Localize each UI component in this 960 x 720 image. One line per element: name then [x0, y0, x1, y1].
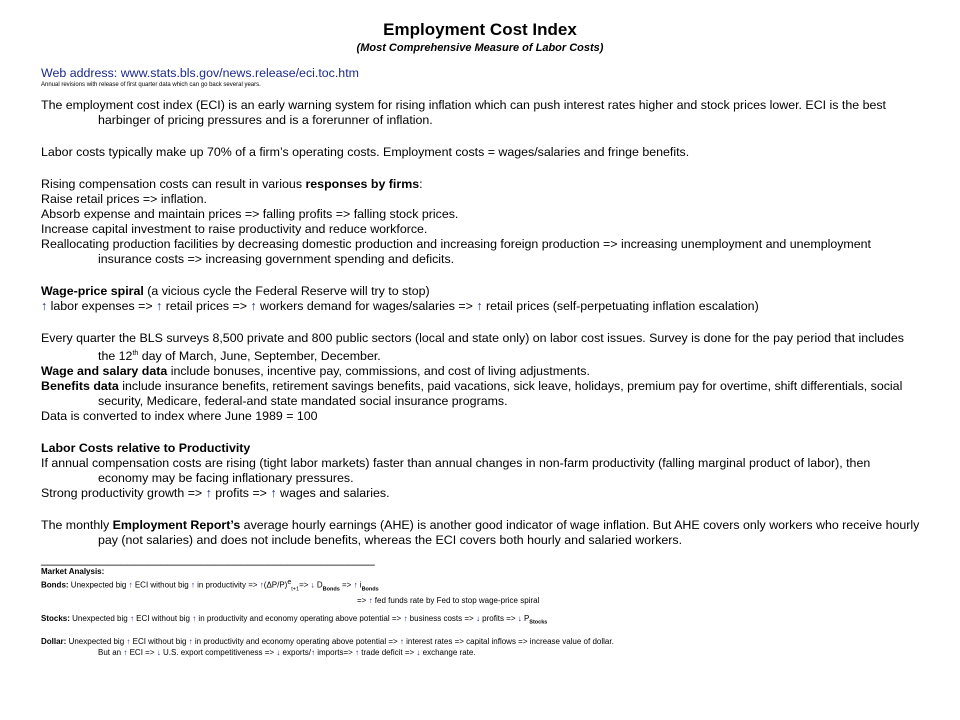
- up-arrow-icon: ↑: [311, 647, 316, 657]
- productivity-paragraph: If annual compensation costs are rising (tight labor markets) faster than annual changes in non-farm productivity (falling marginal product of labor), then economy may be facing inflationary pressures.: [41, 456, 871, 486]
- bonds-text-g: =>: [339, 580, 354, 590]
- growth-text-2: profits =>: [211, 486, 271, 501]
- monthly-report-paragraph: [41, 518, 921, 548]
- dollar2-text-c: U.S. export competitiveness =>: [160, 647, 277, 657]
- growth-text-3: wages and salaries.: [276, 486, 390, 501]
- down-arrow-icon: ↓: [276, 647, 281, 657]
- wage-data-paragraph: [41, 364, 921, 379]
- down-arrow-icon: ↓: [416, 647, 421, 657]
- dollar-line-2: [41, 647, 921, 658]
- growth-text-1: Strong productivity growth =>: [41, 486, 206, 501]
- up-arrow-icon: ↑: [399, 636, 404, 646]
- rising-end: :: [419, 177, 423, 191]
- monthly-text-2: average hourly earnings (AHE) is another good indicator of wage inflation. But AHE covers only workers who receive hourly pay (not salaries) and does not include benefits, whereas the ECI covers both hourly and salaried workers.: [98, 518, 920, 548]
- up-arrow-icon: ↑: [123, 647, 128, 657]
- wage-price-spiral-heading: [41, 284, 921, 299]
- benefits-label: Benefits data: [41, 379, 119, 394]
- web-address-label: Web address:: [41, 66, 118, 80]
- survey-end: day of March, June, September, December.: [138, 349, 381, 364]
- market-analysis-heading: Market Analysis:: [41, 567, 105, 577]
- down-arrow-icon: ↓: [156, 647, 161, 657]
- separator-line: __________________________________________________: [41, 552, 375, 567]
- up-arrow-icon: ↑: [190, 580, 195, 590]
- market-analysis: [41, 566, 921, 658]
- bonds-line-2: => ↑ fed funds rate by Fed to stop wage-price spiral: [357, 596, 540, 606]
- up-arrow-icon: ↑: [41, 299, 48, 313]
- bonds-text-a: Unexpected big: [68, 580, 129, 590]
- bonds-line: [41, 577, 921, 595]
- stocks-label: Stocks:: [41, 614, 70, 624]
- spiral-heading: Wage-price spiral: [41, 284, 144, 298]
- bonds-text-c: in productivity =>: [194, 580, 260, 590]
- bonds-sub-t1: t+1: [291, 586, 300, 593]
- dollar2-text-a: But an: [98, 647, 124, 657]
- down-arrow-icon: ↓: [517, 614, 522, 624]
- responses-by-firms: responses by firms: [305, 177, 420, 191]
- labor-costs-paragraph: Labor costs typically make up 70% of a firm’s operating costs. Employment costs = wages/salaries and fringe benefits.: [41, 145, 690, 159]
- page-title: Employment Cost Index: [383, 20, 577, 39]
- response-item: Increase capital investment to raise productivity and reduce workforce.: [41, 222, 428, 236]
- benefits-paragraph: [41, 379, 921, 409]
- up-arrow-icon: ↑: [403, 614, 408, 624]
- wage-data-label: Wage and salary data: [41, 364, 168, 379]
- dollar-text-c: in productivity and economy operating above potential =>: [192, 636, 400, 646]
- index-base: Data is converted to index where June 1989 = 100: [41, 409, 318, 424]
- up-arrow-icon: ↑: [128, 580, 133, 590]
- dollar-text-d: interest rates => capital inflows => increase value of dollar.: [403, 636, 614, 646]
- up-arrow-icon: ↑: [250, 299, 257, 313]
- stocks-price-sub: Stocks: [529, 619, 548, 626]
- up-arrow-icon: ↑: [259, 580, 264, 590]
- survey-text: Every quarter the BLS surveys 8,500 private and 800 public sectors (local and state only) on labor cost issues. Survey is done for the pay period that includes the 12: [41, 331, 905, 364]
- stocks-text-e: profits =>: [479, 614, 518, 624]
- slide-content: [41, 66, 921, 658]
- up-arrow-icon: ↑: [126, 636, 131, 646]
- bonds-demand: D: [314, 580, 323, 590]
- benefits-text: include insurance benefits, retirement savings benefits, paid vacations, sick leave, holidays, premium pay for overtime, shift differentials, social security, Medicare, federal-and state mandated social insurance programs.: [98, 379, 903, 409]
- revisions-note: Annual revisions with release of first quarter data which can go back several years.: [41, 82, 261, 88]
- stocks-price: P: [521, 614, 530, 624]
- up-arrow-icon: ↑: [270, 486, 277, 501]
- dollar2-text-f: trade deficit =>: [359, 647, 417, 657]
- up-arrow-icon: ↑: [129, 614, 134, 624]
- rising-costs-paragraph: [41, 177, 921, 192]
- bonds-line2-text: fed funds rate by Fed to stop wage-price spiral: [372, 596, 540, 606]
- web-address-url[interactable]: www.stats.bls.gov/news.release/eci.toc.htm: [120, 66, 359, 80]
- down-arrow-icon: ↓: [310, 580, 315, 590]
- web-address: [41, 66, 921, 81]
- bonds-rate-sub: Bonds: [361, 586, 379, 593]
- response-item: Raise retail prices => inflation.: [41, 192, 207, 206]
- bonds-inflation-expectation: (ΔP/P): [263, 580, 288, 590]
- wage-data-text: include bonuses, incentive pay, commissions, and cost of living adjustments.: [167, 364, 590, 379]
- dollar2-text-d: exports/: [280, 647, 312, 657]
- stocks-line: [41, 613, 921, 629]
- spiral-text-4: retail prices (self-perpetuating inflation escalation): [482, 299, 759, 313]
- up-arrow-icon: ↑: [188, 636, 193, 646]
- stocks-text-c: in productivity and economy operating above potential =>: [196, 614, 404, 624]
- spiral-text-1: labor expenses =>: [47, 299, 157, 313]
- bonds-text-e: =>: [299, 580, 311, 590]
- up-arrow-icon: ↑: [156, 299, 163, 313]
- monthly-text-1: The monthly: [41, 518, 113, 533]
- survey-paragraph: [41, 331, 921, 364]
- dollar2-text-b: ECI =>: [127, 647, 157, 657]
- stocks-text-d: business costs =>: [407, 614, 476, 624]
- dollar-text-a: Unexpected big: [66, 636, 127, 646]
- dollar2-text-e: imports=>: [315, 647, 356, 657]
- up-arrow-icon: ↑: [205, 486, 212, 501]
- intro-paragraph: The employment cost index (ECI) is an early warning system for rising inflation which can push interest rates higher and stock prices lower. ECI is the best harbinger of pricing pressures and is a forerunner of inflation.: [41, 98, 887, 127]
- survey-sup: th: [132, 350, 139, 357]
- productivity-heading: Labor Costs relative to Productivity: [41, 441, 251, 456]
- bonds-rate: i: [357, 580, 362, 590]
- spiral-chain: [41, 299, 921, 314]
- dollar-line: [41, 636, 921, 647]
- response-item: Reallocating production facilities by decreasing domestic production and increasing foreign production => increasing unemployment and unemployment insurance costs => increasing government spending and deficits.: [41, 237, 871, 266]
- spiral-text-2: retail prices =>: [162, 299, 251, 313]
- up-arrow-icon: ↑: [192, 614, 197, 624]
- up-arrow-icon: ↑: [476, 299, 483, 313]
- up-arrow-icon: ↑: [355, 647, 360, 657]
- employment-report-label: Employment Report’s: [112, 518, 241, 533]
- stocks-text-a: Unexpected big: [69, 614, 130, 624]
- dollar-label: Dollar:: [41, 636, 67, 646]
- response-item: Absorb expense and maintain prices => falling profits => falling stock prices.: [41, 207, 459, 221]
- bonds-demand-sub: Bonds: [322, 586, 340, 593]
- bonds-text-b: ECI without big: [132, 580, 191, 590]
- up-arrow-icon: ↑: [353, 580, 358, 590]
- dollar2-text-g: exchange rate.: [420, 647, 476, 657]
- rising-text: Rising compensation costs can result in various: [41, 177, 306, 191]
- spiral-note: (a vicious cycle the Federal Reserve will try to stop): [143, 284, 430, 298]
- dollar-text-b: ECI without big: [130, 636, 189, 646]
- down-arrow-icon: ↓: [475, 614, 480, 624]
- page-subtitle: (Most Comprehensive Measure of Labor Costs): [356, 42, 604, 54]
- bonds-label: Bonds:: [41, 580, 69, 590]
- up-arrow-icon: ↑: [368, 596, 373, 606]
- spiral-text-3: workers demand for wages/salaries =>: [256, 299, 477, 313]
- productivity-growth: [41, 486, 921, 501]
- stocks-text-b: ECI without big: [133, 614, 193, 624]
- bonds-sup-e: e: [287, 579, 292, 587]
